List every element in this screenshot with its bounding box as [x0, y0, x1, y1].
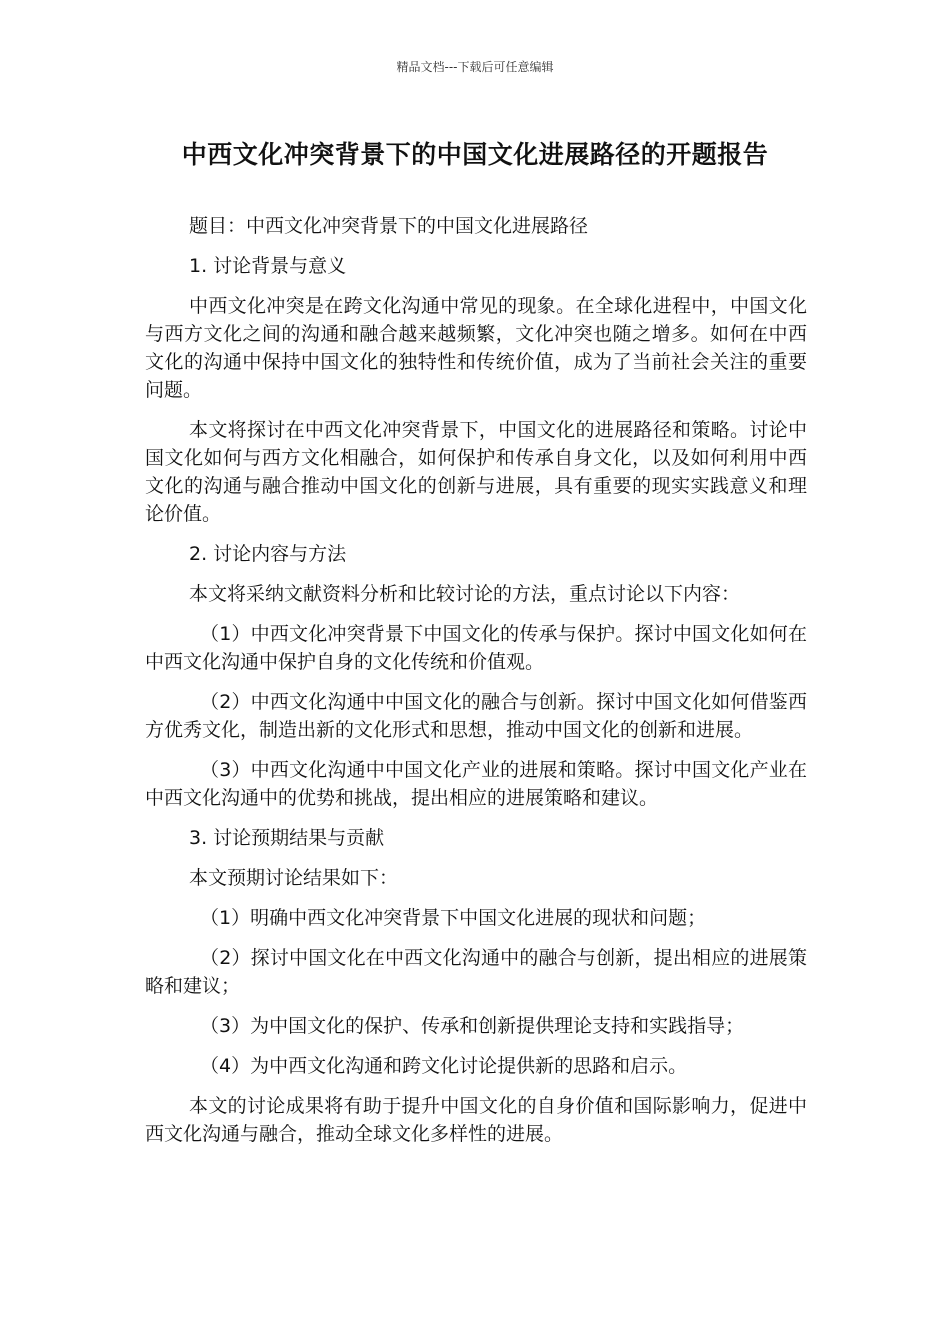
body-paragraph: 本文的讨论成果将有助于提升中国文化的自身价值和国际影响力，促进中西文化沟通与融合，推动全球文化多样性的进展。 [145, 1095, 807, 1145]
document-title: 中西文化冲突背景下的中国文化进展路径的开题报告 [181, 140, 769, 169]
body-paragraph: 本文将采纳文献资料分析和比较讨论的方法，重点讨论以下内容： [189, 583, 741, 605]
list-item: （1）中西文化冲突背景下中国文化的传承与保护。探讨中国文化如何在中西文化沟通中保护自身的文化传统和价值观。 [145, 623, 807, 673]
list-item: （1）明确中西文化冲突背景下中国文化进展的现状和问题； [200, 907, 707, 929]
section-heading-3: 3. 讨论预期结果与贡献 [189, 827, 385, 849]
body-paragraph: 本文将探讨在中西文化冲突背景下，中国文化的进展路径和策略。讨论中国文化如何与西方文化相融合，如何保护和传承自身文化，以及如何利用中西文化的沟通与融合推动中国文化的创新与进展，具有重要的现实实践意义和理论价值。 [145, 419, 807, 525]
header-note: 精品文档---下载后可任意编辑 [396, 60, 554, 74]
list-item: （2）探讨中国文化在中西文化沟通中的融合与创新，提出相应的进展策略和建议； [145, 947, 807, 997]
document-body [145, 212, 807, 1160]
section-heading-2: 2. 讨论内容与方法 [189, 543, 347, 565]
topic-line: 题目：中西文化冲突背景下的中国文化进展路径 [189, 215, 589, 237]
list-item: （3）为中国文化的保护、传承和创新提供理论支持和实践指导； [200, 1015, 745, 1037]
section-heading-1: 1. 讨论背景与意义 [189, 255, 347, 277]
list-item: （3）中西文化沟通中中国文化产业的进展和策略。探讨中国文化产业在中西文化沟通中的优势和挑战，提出相应的进展策略和建议。 [145, 759, 807, 809]
list-item: （2）中西文化沟通中中国文化的融合与创新。探讨中国文化如何借鉴西方优秀文化，制造出新的文化形式和思想，推动中国文化的创新和进展。 [145, 691, 807, 741]
body-paragraph: 中西文化冲突是在跨文化沟通中常见的现象。在全球化进程中，中国文化与西方文化之间的沟通和融合越来越频繁，文化冲突也随之增多。如何在中西文化的沟通中保持中国文化的独特性和传统价值，成为了当前社会关注的重要问题。 [145, 295, 807, 401]
body-paragraph: 本文预期讨论结果如下： [189, 867, 399, 889]
list-item: （4）为中西文化沟通和跨文化讨论提供新的思路和启示。 [200, 1055, 688, 1077]
